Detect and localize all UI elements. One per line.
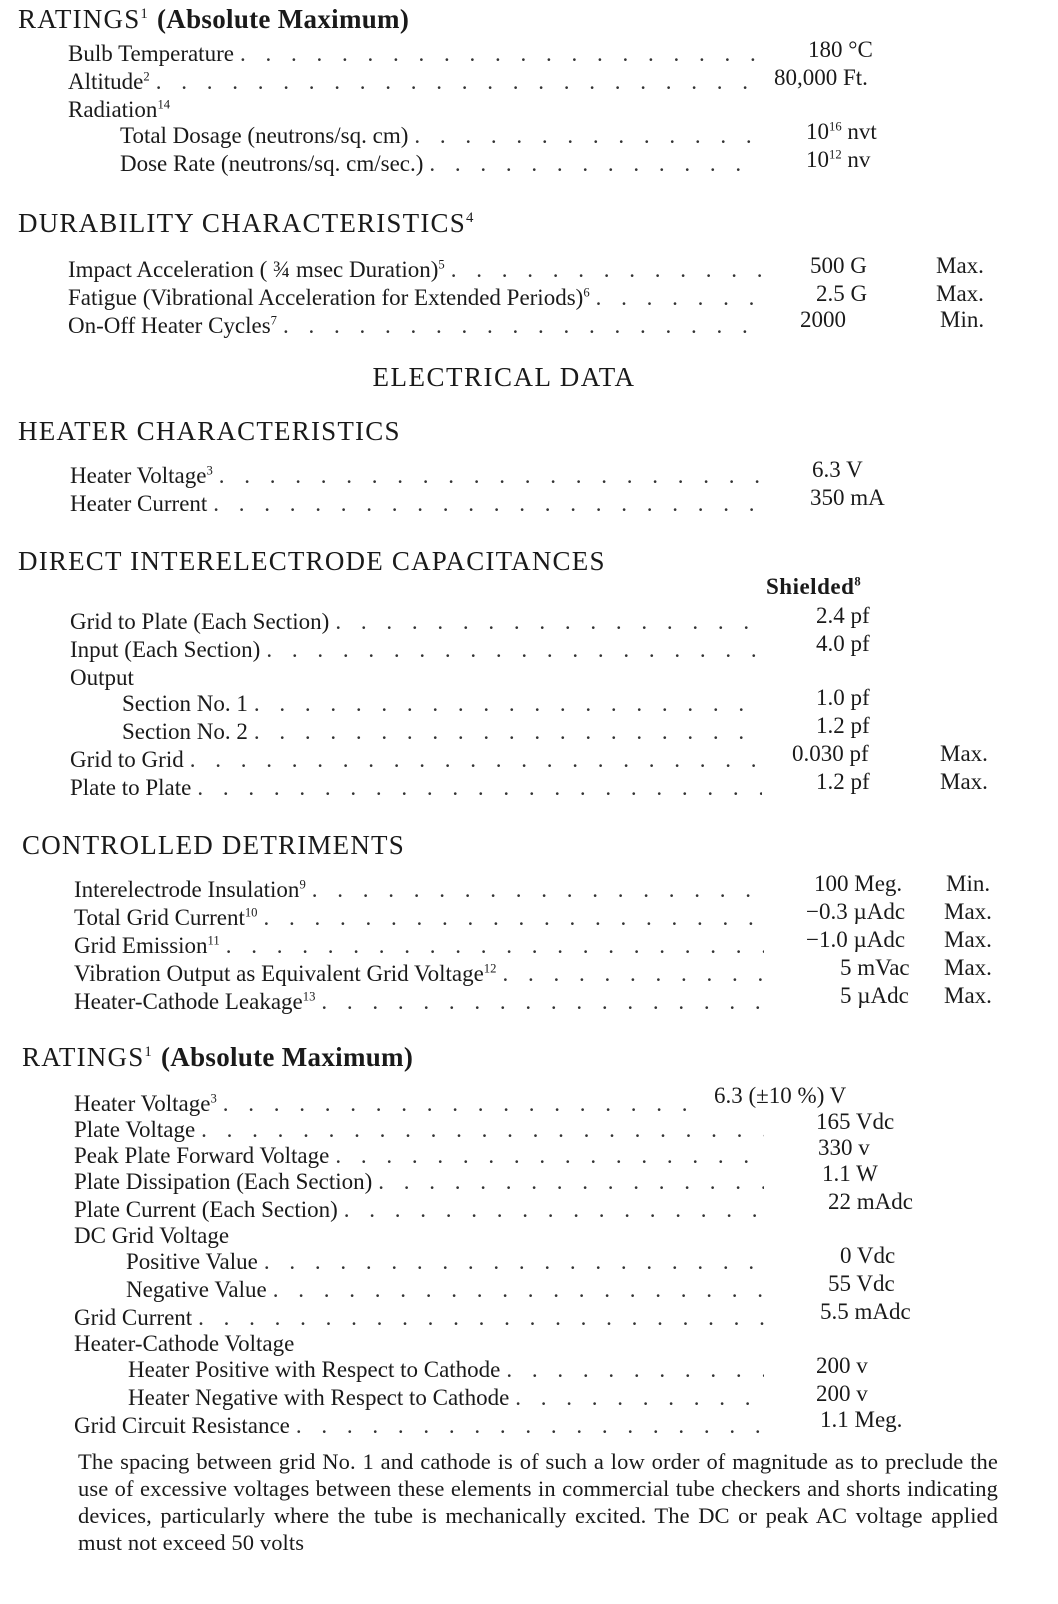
row-vibration-output: Vibration Output as Equivalent Grid Voltage$^{12}$ . . . xyxy=(74,960,770,988)
value-heater-negative: 200 v xyxy=(816,1381,868,1406)
row-negative-value: Negative Value . . . xyxy=(126,1276,770,1304)
row-altitude: Altitude$^2$ . . . xyxy=(68,68,768,96)
row-peak-plate-forward-voltage: Peak Plate Forward Voltage . . . xyxy=(74,1142,770,1170)
limit-vibration-output: Max. xyxy=(944,955,992,980)
electrical-data-heading: ELECTRICAL DATA xyxy=(372,362,636,392)
ratings-heading: RATINGS$^1$ (Absolute Maximum) xyxy=(18,4,410,34)
row-bulb-temperature: Bulb Temperature . . . xyxy=(68,40,768,68)
value-grid-current: 5.5 mAdc xyxy=(820,1299,911,1324)
value-heater-current: 350 mA xyxy=(810,485,885,510)
row-heater-negative: Heater Negative with Respect to Cathode . . . xyxy=(128,1384,770,1412)
row-plate-to-plate: Plate to Plate . . . xyxy=(70,774,768,802)
row-section-1: Section No. 1 . . . xyxy=(122,690,768,718)
value-total-dosage: $10^{16}$ nvt xyxy=(806,119,877,144)
row-heater-cycles: On-Off Heater Cycles$^7$ . . . xyxy=(68,312,768,340)
row-grid-emission: Grid Emission$^{11}$ . . . xyxy=(74,932,770,960)
value-vibration-output: 5 mVac xyxy=(840,955,910,980)
limit-fatigue: Max. xyxy=(936,281,984,306)
limit-heater-cycles: Min. xyxy=(940,307,985,332)
row-impact-acceleration: Impact Acceleration ( ¾ msec Duration)$^5$ . . . xyxy=(68,256,768,284)
value-grid-to-plate: 2.4 pf xyxy=(816,603,870,628)
value-negative-value: 55 Vdc xyxy=(828,1271,895,1296)
row-grid-to-grid: Grid to Grid . . . xyxy=(70,746,768,774)
value-total-grid-current: −0.3 µAdc xyxy=(806,899,906,924)
value-plate-voltage: 165 Vdc xyxy=(816,1109,895,1134)
row-section-2: Section No. 2 . . . xyxy=(122,718,768,746)
value-peak-plate-forward-voltage: 330 v xyxy=(818,1135,870,1160)
value-grid-emission: −1.0 µAdc xyxy=(806,927,906,952)
row-dc-grid-voltage: DC Grid Voltage xyxy=(74,1223,230,1248)
limit-plate-to-plate: Max. xyxy=(940,769,988,794)
value-plate-dissipation: 1.1 W xyxy=(822,1161,878,1186)
value-altitude: 80,000 Ft. xyxy=(774,65,868,90)
value-input: 4.0 pf xyxy=(816,631,870,656)
row-grid-circuit-resistance: Grid Circuit Resistance . . . xyxy=(74,1412,770,1440)
row-fatigue: Fatigue (Vibrational Acceleration for Extended Periods)$^6$ . . . xyxy=(68,284,768,312)
row-r2-heater-voltage: Heater Voltage$^3$ . . . xyxy=(74,1090,710,1118)
detriments-heading: CONTROLLED DETRIMENTS xyxy=(22,830,405,860)
limit-grid-to-grid: Max. xyxy=(940,741,988,766)
row-heater-voltage: Heater Voltage$^3$ . . . xyxy=(70,462,768,490)
row-dose-rate: Dose Rate (neutrons/sq. cm/sec.) . . . xyxy=(120,150,768,178)
value-section-1: 1.0 pf xyxy=(816,685,870,710)
value-heater-cycles: 2000 xyxy=(800,307,846,332)
durability-heading: DURABILITY CHARACTERISTICS$^4$ xyxy=(18,208,475,238)
ratings-2-heading: RATINGS$^1$ (Absolute Maximum) xyxy=(22,1042,414,1072)
spacing-note-paragraph: The spacing between grid No. 1 and cathode is of such a low order of magnitude as to preclude the use of excessive voltages between these elements in commercial tube checkers and shorts indicating devices, particularly where the tube is mechanically excited. The DC or peak AC voltage applied must not exceed 50 volts xyxy=(78,1449,998,1555)
value-plate-current: 22 mAdc xyxy=(828,1189,913,1214)
limit-interelectrode-insulation: Min. xyxy=(946,871,991,896)
row-heater-positive: Heater Positive with Respect to Cathode . . . xyxy=(128,1356,770,1384)
row-heater-current: Heater Current . . . xyxy=(70,490,768,518)
value-plate-to-plate: 1.2 pf xyxy=(816,769,870,794)
value-interelectrode-insulation: 100 Meg. xyxy=(814,871,903,896)
row-heater-cathode-leakage: Heater-Cathode Leakage$^{13}$ . . . xyxy=(74,988,770,1016)
limit-grid-emission: Max. xyxy=(944,927,992,952)
capacitances-heading: DIRECT INTERELECTRODE CAPACITANCES xyxy=(18,546,606,576)
value-section-2: 1.2 pf xyxy=(816,713,870,738)
row-plate-current: Plate Current (Each Section) . . . xyxy=(74,1196,770,1224)
row-total-grid-current: Total Grid Current$^{10}$ . . . xyxy=(74,904,770,932)
value-heater-positive: 200 v xyxy=(816,1353,868,1378)
value-fatigue: 2.5 G xyxy=(816,281,868,306)
heater-heading: HEATER CHARACTERISTICS xyxy=(18,416,401,446)
value-positive-value: 0 Vdc xyxy=(840,1243,896,1268)
value-bulb-temperature: 180 °C xyxy=(808,37,873,62)
row-plate-voltage: Plate Voltage . . . xyxy=(74,1116,770,1144)
row-plate-dissipation: Plate Dissipation (Each Section) . . . xyxy=(74,1168,770,1196)
value-dose-rate: $10^{12}$ nv xyxy=(806,147,871,172)
shielded-column-head: Shielded$^8$ xyxy=(766,574,862,599)
value-grid-circuit-resistance: 1.1 Meg. xyxy=(820,1407,903,1432)
value-heater-voltage: 6.3 V xyxy=(812,457,863,482)
limit-heater-cathode-leakage: Max. xyxy=(944,983,992,1008)
value-heater-cathode-leakage: 5 µAdc xyxy=(840,983,909,1008)
value-impact-acceleration: 500 G xyxy=(810,253,867,278)
value-r2-heater-voltage: 6.3 (±10 %) V xyxy=(714,1083,847,1108)
limit-impact-acceleration: Max. xyxy=(936,253,984,278)
row-grid-current: Grid Current . . . xyxy=(74,1304,770,1332)
row-grid-to-plate: Grid to Plate (Each Section) . . . xyxy=(70,608,768,636)
limit-total-grid-current: Max. xyxy=(944,899,992,924)
row-total-dosage: Total Dosage (neutrons/sq. cm) . . . xyxy=(120,122,768,150)
row-positive-value: Positive Value . . . xyxy=(126,1248,770,1276)
value-grid-to-grid: 0.030 pf xyxy=(792,741,869,766)
row-input: Input (Each Section) . . . xyxy=(70,636,768,664)
row-heater-cathode-voltage: Heater-Cathode Voltage xyxy=(74,1331,295,1356)
row-output: Output xyxy=(70,665,134,690)
row-interelectrode-insulation: Interelectrode Insulation$^9$ . . . xyxy=(74,876,770,904)
row-radiation: Radiation$^{14}$ xyxy=(68,97,171,122)
